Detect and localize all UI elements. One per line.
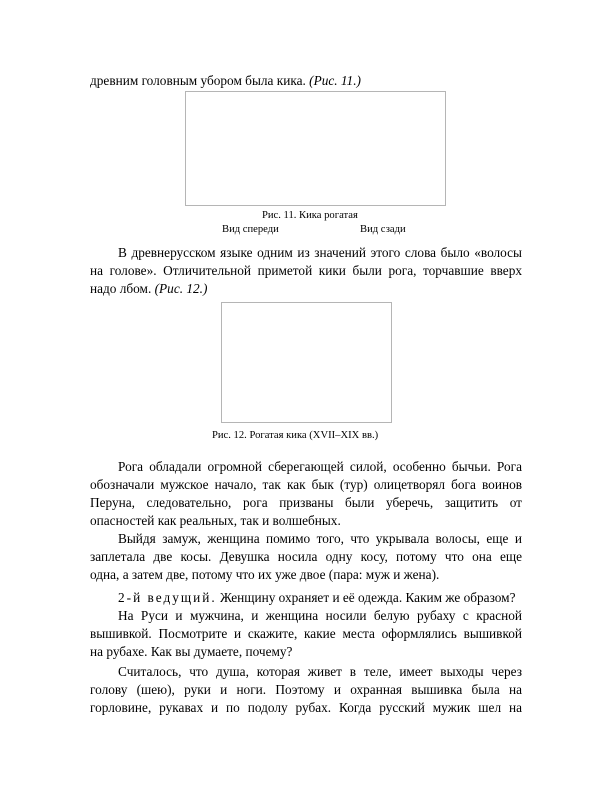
text-line: на голове». Отличительной приметой кики были рога, торчавшие вверх xyxy=(90,263,522,278)
text-line xyxy=(90,590,522,606)
figure-reference: (Рис. 11.) xyxy=(309,73,361,88)
figure-11-front-label: Вид спереди xyxy=(222,224,279,235)
text-line: Выйдя замуж, женщина помимо того, что укрывала волосы, еще и xyxy=(118,531,522,546)
text-span: древним головным убором была кика. xyxy=(90,73,306,88)
figure-12-image-frame xyxy=(221,302,392,423)
text-line: В древнерусском языке одним из значений этого слова было «волосы xyxy=(118,245,522,260)
text-line xyxy=(90,73,522,89)
figure-11-back-label: Вид сзади xyxy=(360,224,406,235)
text-line: горловине, рукавах и по подолу рубах. Когда русский мужик шел на xyxy=(90,700,522,715)
text-line: Рога обладали огромной сберегающей силой, особенно бычьи. Рога xyxy=(118,459,522,474)
text-line: Считалось, что душа, которая живет в теле, имеет выходы через xyxy=(118,664,522,679)
figure-reference: (Рис. 12.) xyxy=(154,281,208,296)
text-line: опасностей как реальных, так и волшебных. xyxy=(90,513,341,528)
text-line xyxy=(90,281,522,297)
speaker-label: 2-й ведущий. xyxy=(118,590,217,605)
text-line: заплетала две косы. Девушка носила одну косу, потому что она еще xyxy=(90,549,522,564)
figure-11-image-frame xyxy=(185,91,446,206)
text-line: На Руси и мужчина, и женщина носили белую рубаху с красной xyxy=(118,608,522,623)
text-span: Женщину охраняет и её одежда. Каким же образом? xyxy=(219,590,516,605)
figure-11-caption: Рис. 11. Кика рогатая xyxy=(262,210,358,221)
text-line: одна, а затем две, потому что их уже двое (пара: муж и жена). xyxy=(90,567,440,582)
text-line: Перуна, следовательно, рога призваны были уберечь, защитить от xyxy=(90,495,522,510)
figure-12-caption: Рис. 12. Рогатая кика (XVII–XIX вв.) xyxy=(212,430,379,441)
text-line: вышивкой. Посмотрите и скажите, какие места оформлялись вышивкой xyxy=(90,626,522,641)
text-line: обозначали мужское начало, так как бык (тур) олицетворял бога воинов xyxy=(90,477,522,492)
text-line: голову (шею), руки и ноги. Поэтому и охранная вышивка была на xyxy=(90,682,522,697)
text-span: надо лбом. xyxy=(90,281,152,296)
text-line: на рубахе. Как вы думаете, почему? xyxy=(90,644,293,659)
